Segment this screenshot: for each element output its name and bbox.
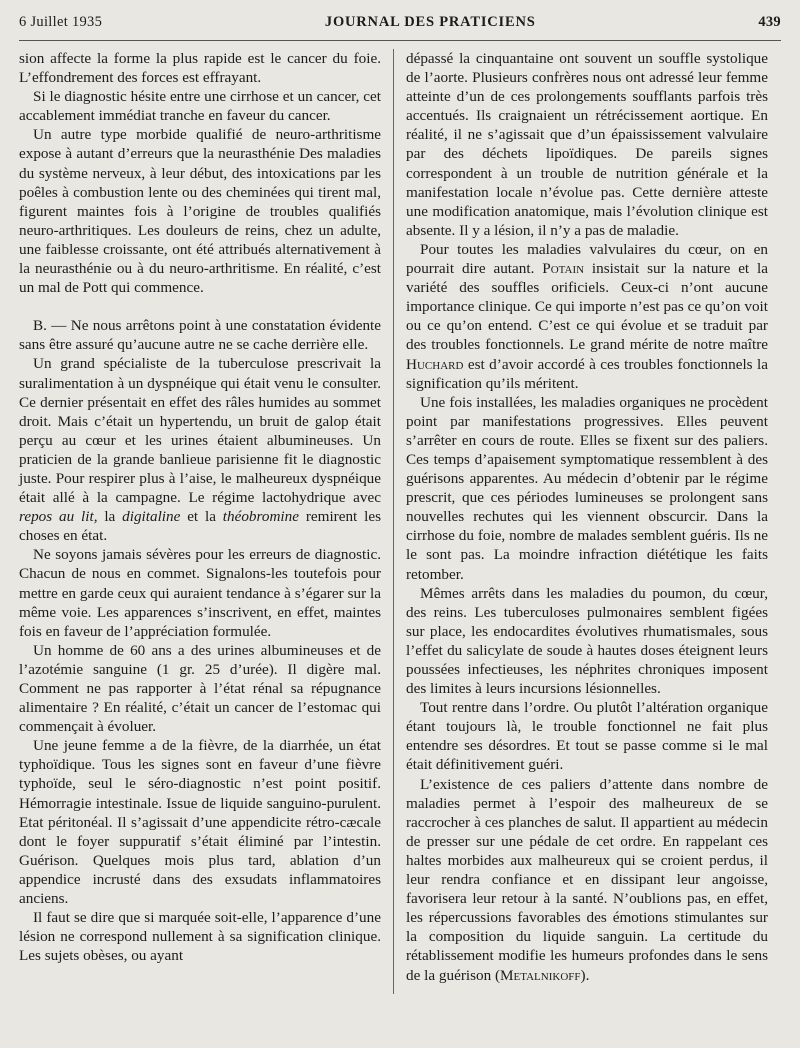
journal-title: JOURNAL DES PRATICIENS: [324, 14, 536, 30]
paragraph: Mêmes arrêts dans les maladies du poumon, du cœur, des reins. Les tuberculoses pulmonaires semblent figées sur place, les endocardites évolutives rhumatismales, sous l’effet du salicylate de soude à hautes doses éteignent leurs poussées infectieuses, les néphrites chroniques imposent des limites à leurs incursions lésionnelles.: [406, 584, 768, 698]
author-name: Potain: [542, 260, 585, 278]
paragraph: Il faut se dire que si marquée soit-elle, l’apparence d’une lésion ne correspond nullement à sa signification clinique. Les sujets obèses, ou ayant: [19, 909, 381, 965]
paragraph: [406, 240, 768, 393]
author-name: Huchard: [406, 355, 464, 373]
paragraph: sion affecte la forme la plus rapide est le cancer du foie. L’effondrement des forces est effrayant.: [19, 50, 381, 87]
author-name: Metalnikoff: [500, 966, 581, 984]
section-b-paragraph: B. — Ne nous arrêtons point à une constatation évidente sans être assuré qu’aucune autre ne se cache derrière elle.: [19, 317, 381, 354]
issue-date: 6 Juillet 1935: [19, 14, 103, 30]
header-rule: [19, 40, 781, 41]
paragraph: Un homme de 60 ans a des urines albumineuses et de l’azotémie sanguine (1 gr. 25 d’urée). Il digère mal. Comment ne pas rapporter à l’état rénal sa répugnance alimentaire ? En réalité, c’était un cancer de l’estomac qui commençait à évoluer.: [19, 641, 381, 736]
text-run: est d’avoir accordé à ces troubles fonctionnels la signification qu’ils méritent.: [406, 355, 768, 392]
paragraph: Une fois installées, les maladies organiques ne procèdent point par manifestations progressives. Elles peuvent s’arrêter en cours de route. Elles se fixent sur des paliers. Ces temps d’apaisement symptomatique ressemblent à des guérisons apparentes. Au médecin d’obtenir par le régime prescrit, que ces périodes lumineuses se prolongent sans nouvelles rechutes qui les viennent obscurcir. Dans la cirrhose du foie, nombre de malades semblent guéris. Ils ne le sont pas. La moindre infraction diététique les faits retomber.: [406, 393, 768, 583]
right-column: [406, 49, 768, 1039]
paragraph: [19, 354, 381, 545]
paragraph: Tout rentre dans l’ordre. Ou plutôt l’altération organique étant toujours là, le trouble fonctionnel ne fait plus entendre ses désordres. Et tout se passe comme si le mal était définitivement guéri.: [406, 699, 768, 774]
text-run: Un grand spécialiste de la tuberculose prescrivait la suralimentation à un dyspnéique qui était venu le consulter. Ce dernier présentait en effet des râles humides au sommet droit. Mais c’était un hypertendu, un bruit de galop était perçu au cœur et les urines étaient albumineuses. Un praticien de la grande banlieue parisienne fit le diagnostic juste. Pour respirer plus à l’aise, le malheureux dyspnéique était allé à la campagne. Le régime lactohydrique avec: [19, 355, 381, 507]
text-run: et la: [180, 508, 223, 526]
text-run: Pour toutes les maladies valvulaires du cœur, on en pourrait dire autant.: [406, 240, 768, 278]
emphasis: théobromine: [222, 508, 299, 526]
emphasis: repos au lit,: [19, 508, 98, 526]
paragraph: Si le diagnostic hésite entre une cirrhose et un cancer, cet accablement immédiat tranche en faveur du cancer.: [19, 88, 381, 125]
paragraph: [406, 775, 768, 985]
left-column: [19, 49, 381, 1039]
running-header: [19, 14, 781, 36]
paragraph: Ne soyons jamais sévères pour les erreurs de diagnostic. Chacun de nous en commet. Signalons-les toutefois pour mettre en garde ceux qui auraient tendance à s’égarer sur la même voie. Les apparences s’inscrivent, en effet, maintes fois en faveur de l’appréciation formulée.: [19, 546, 381, 640]
page-number: 439: [758, 14, 781, 30]
text-run: la: [97, 508, 123, 526]
emphasis: digitaline: [122, 508, 181, 526]
paragraph: dépassé la cinquantaine ont souvent un souffle systolique de l’aorte. Plusieurs confrères nous ont adressé leur femme atteinte d’un de ces prolongements soufflants parfois très accentués. Ils craignaient un rétrécissement aortique. En réalité, il ne s’agissait que d’un épaississement valvulaire par des déchets lipoïdiques. De pareils signes correspondent à un trouble de nutrition générale et la manifestation locale n’évolue pas. Cette dernière atteste une modification anatomique, mais l’évolution clinique est absente. Il y a lésion, il n’y a pas de maladie.: [406, 50, 768, 239]
paragraph: Un autre type morbide qualifié de neuro-arthritisme expose à autant d’erreurs que la neurasthénie Des maladies du système nerveux, à leur début, des intoxications par les poêles à combustion lente ou des cheminées qui tirent mal, figurent maintes fois à l’origine de troubles qualifiés neuro-arthritiques. Les douleurs de reins, chez un adulte, une faiblesse croissante, ont été attribués alternativement à la neurasthénie ou à du neuro-arthritisme. En réalité, c’est un mal de Pott qui commence.: [19, 126, 381, 297]
text-run: ).: [580, 966, 590, 984]
paragraph: Une jeune femme a de la fièvre, de la diarrhée, un état typhoïdique. Tous les signes sont en faveur d’une fièvre typhoïde, seul le séro-diagnostic n’est point positif. Hémorragie intestinale. Issue de liquide sanguino-purulent. Etat péritonéal. Il s’agissait d’une appendicite rétro-cæcale dont le foyer suppuratif s’était éliminé par l’intestin. Guérison. Quelques mois plus tard, ablation d’un appendice incrusté dans des exsudats inflammatoires anciens.: [19, 737, 381, 908]
text-run: insistait sur la nature et la variété des souffles orificiels. Ceux-ci n’ont aucune importance clinique. Ce qui importe n’est pas ce qu’on voit ou ce qu’on entend. C’est ce qui évolue et se traduit par des troubles fonctionnels. Le grand mérite de notre maître: [406, 260, 769, 354]
text-run: remirent les choses en état.: [19, 508, 381, 545]
text-run: L’existence de ces paliers d’attente dans nombre de maladies permet à l’espoir des malheureux de se raccrocher à ces planches de salut. Il appartient au médecin de presser sur une pédale de cet ordre. En rappelant ces haltes morbides aux malheureux qui se croient perdus, il leur rendra confiance et en dissipant leur angoisse, favorisera leur retour à la santé. N’oublions pas, en effet, les répercussions favorables des émotions stimulantes sur la composition du liquide sanguin. La certitude du rétablissement modifie les humeurs profondes dans le sens de la guérison (: [406, 775, 768, 984]
column-divider: [393, 49, 394, 994]
article-body: [19, 49, 781, 1039]
